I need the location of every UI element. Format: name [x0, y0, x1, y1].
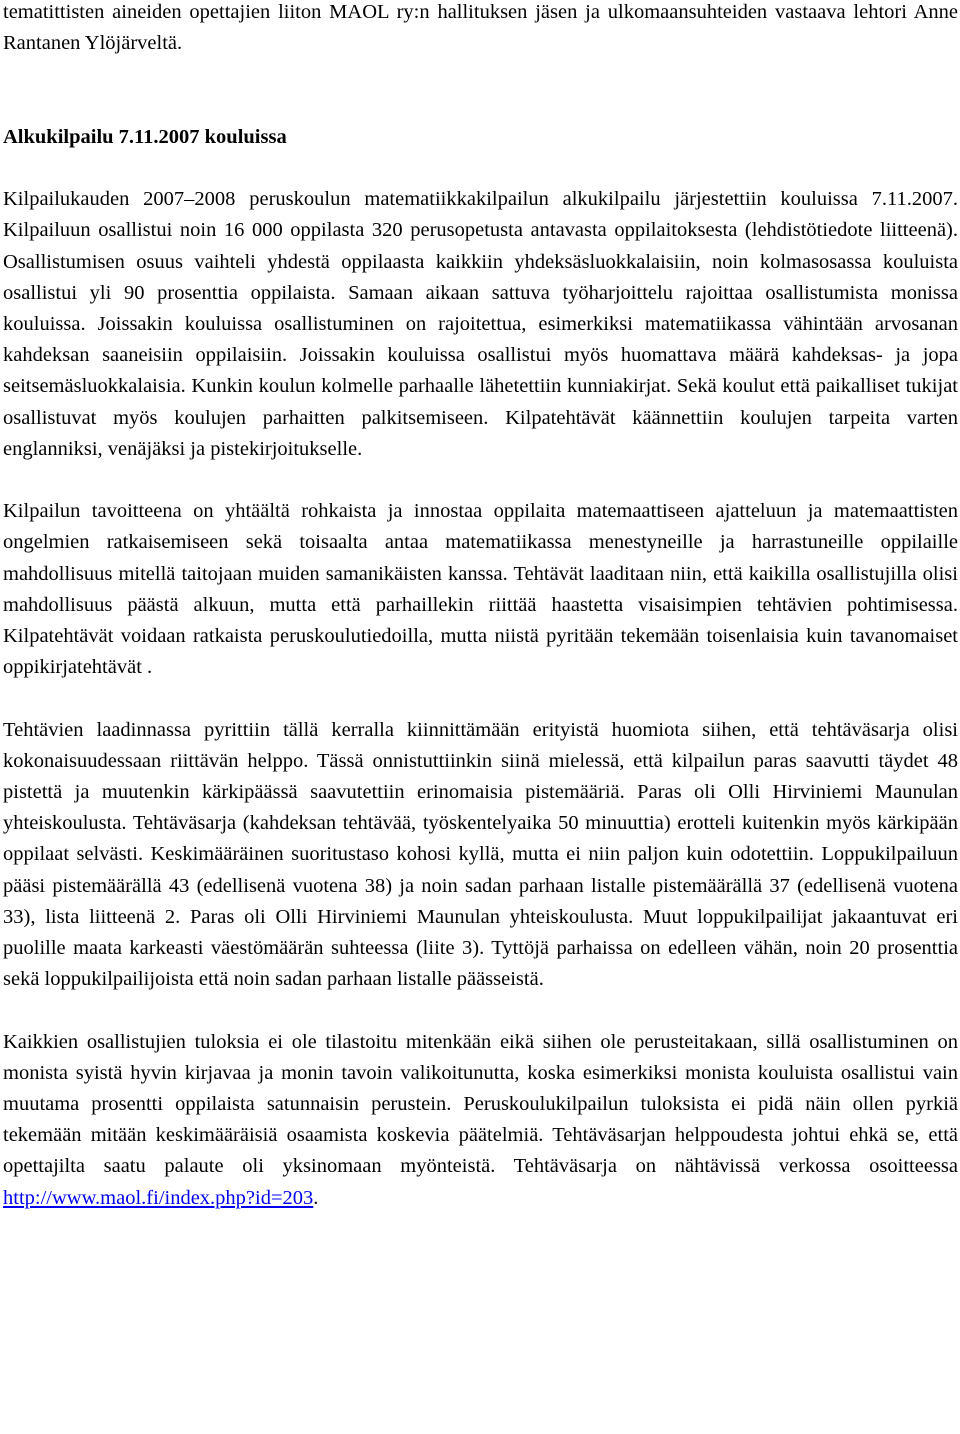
spacer: [3, 153, 958, 184]
spacer: [3, 995, 958, 1026]
statistics-end: .: [313, 1186, 319, 1209]
task-set-link[interactable]: http://www.maol.fi/index.php?id=203: [3, 1186, 314, 1209]
paragraph-participation: Kilpailukauden 2007–2008 peruskoulun matematiikkakilpailun alkukilpailu järjestettiin kouluissa 7.11.2007. Kilpailuun osallistui noin 16 000 oppilasta 320 perusopetusta antavasta oppilaitoksesta (lehdistötiedote liitteenä). Osallistumisen osuus vaihteli yhdestä oppilaasta kaikkiin yhdeksäsluokkalaisiin, noin kolmasosassa kouluista osallistui yli 90 prosenttia oppilaista. Samaan aikaan sattuva työharjoittelu rajoittaa osallistumista monissa kouluissa. Joissakin kouluissa osallistuminen on rajoitettua, esimerkiksi matematiikassa vähintään arvosanan kahdeksan saaneisiin oppilaisiin. Joissakin kouluissa osallistui myös huomattava määrä kahdeksas- ja jopa seitsemäsluokkalaisia. Kunkin koulun kolmelle parhaalle lähetettiin kunniakirjat. Sekä koulut että paikalliset tukijat osallistuvat myös koulujen parhaitten palkitsemiseen. Kilpatehtävät käännettiin koulujen tarpeita varten englanniksi, venäjäksi ja pistekirjoitukselle.: [3, 188, 958, 460]
paragraph-goals: Kilpailun tavoitteena on yhtäältä rohkaista ja innostaa oppilaita matemaattiseen ajatteluun ja matemaattisten ongelmien ratkaisemiseen sekä toisaalta antaa matematiikassa menestyneille ja harrastuneille oppilaille mahdollisuus mitellä taitojaan muiden samanikäisten kanssa. Tehtävät laaditaan niin, että kaikilla osallistujilla olisi mahdollisuus päästä alkuun, mutta että parhaillekin riittää haastetta visaisimpien tehtävien pohtimisessa. Kilpatehtävät voidaan ratkaista peruskoulutiedoilla, mutta niistä pyritään tekemään toisenlaisia kuin tavanomaiset oppikirjatehtävät .: [3, 500, 958, 679]
document-page: [3, 0, 958, 1214]
spacer: [3, 465, 958, 496]
statistics-text: Kaikkien osallistujien tuloksia ei ole tilastoitu mitenkään eikä siihen ole perusteitakaan, sillä osallistuminen on monista syistä hyvin kirjavaa ja monin tavoin valikoitunutta, koska esimerkiksi monista kouluista osallistui vain muutama prosentti oppilaista satunnaisin perustein. Peruskoulukilpailun tuloksista ei pidä näin ollen pyrkiä tekemään mitään keskimääräisiä osaamista koskevia päätelmiä. Tehtäväsarjan helppoudesta johtui ehkä se, että opettajilta saatu palaute oli yksinomaan myönteistä. Tehtäväsarja on nähtävissä verkossa osoitteessa: [3, 1030, 958, 1178]
paragraph-statistics: [3, 1027, 958, 1214]
spacer: [3, 683, 958, 714]
spacer: [3, 59, 958, 121]
paragraph-results: Tehtävien laadinnassa pyrittiin tällä kerralla kiinnittämään erityistä huomiota siihen, että tehtäväsarja olisi kokonaisuudessaan riittävän helppo. Tässä onnistuttiinkin siinä mielessä, että kilpailun paras saavutti täydet 48 pistettä ja muutenkin kärkipäässä saavutettiin erinomaisia pistemääriä. Paras oli Olli Hirviniemi Maunulan yhteiskoulusta. Tehtäväsarja (kahdeksan tehtävää, työskentelyaika 50 minuuttia) erotteli kuitenkin myös kärkipään oppilaat selvästi. Keskimääräinen suoritustaso kohosi kyllä, mutta ei niin paljon kuin odotettiin. Loppukilpailuun pääsi pistemäärällä 43 (edellisenä vuotena 38) ja noin sadan parhaan listalle pistemäärällä 37 (edellisenä vuotena 33), lista liitteenä 2. Paras oli Olli Hirviniemi Maunulan yhteiskoulusta. Muut loppukilpailijat jakaantuvat eri puolille maata karkeasti väestömäärän suhteessa (liite 3). Tyttöjä parhaissa on edelleen vähän, noin 20 prosenttia sekä loppukilpailijoista että noin sadan parhaan listalle päässeistä.: [3, 718, 958, 991]
section-heading: Alkukilpailu 7.11.2007 kouluissa: [3, 125, 287, 148]
intro-paragraph: tematittisten aineiden opettajien liiton MAOL ry:n hallituksen jäsen ja ulkomaansuhteiden vastaava lehtori Anne Rantanen Ylöjärveltä.: [3, 1, 958, 55]
